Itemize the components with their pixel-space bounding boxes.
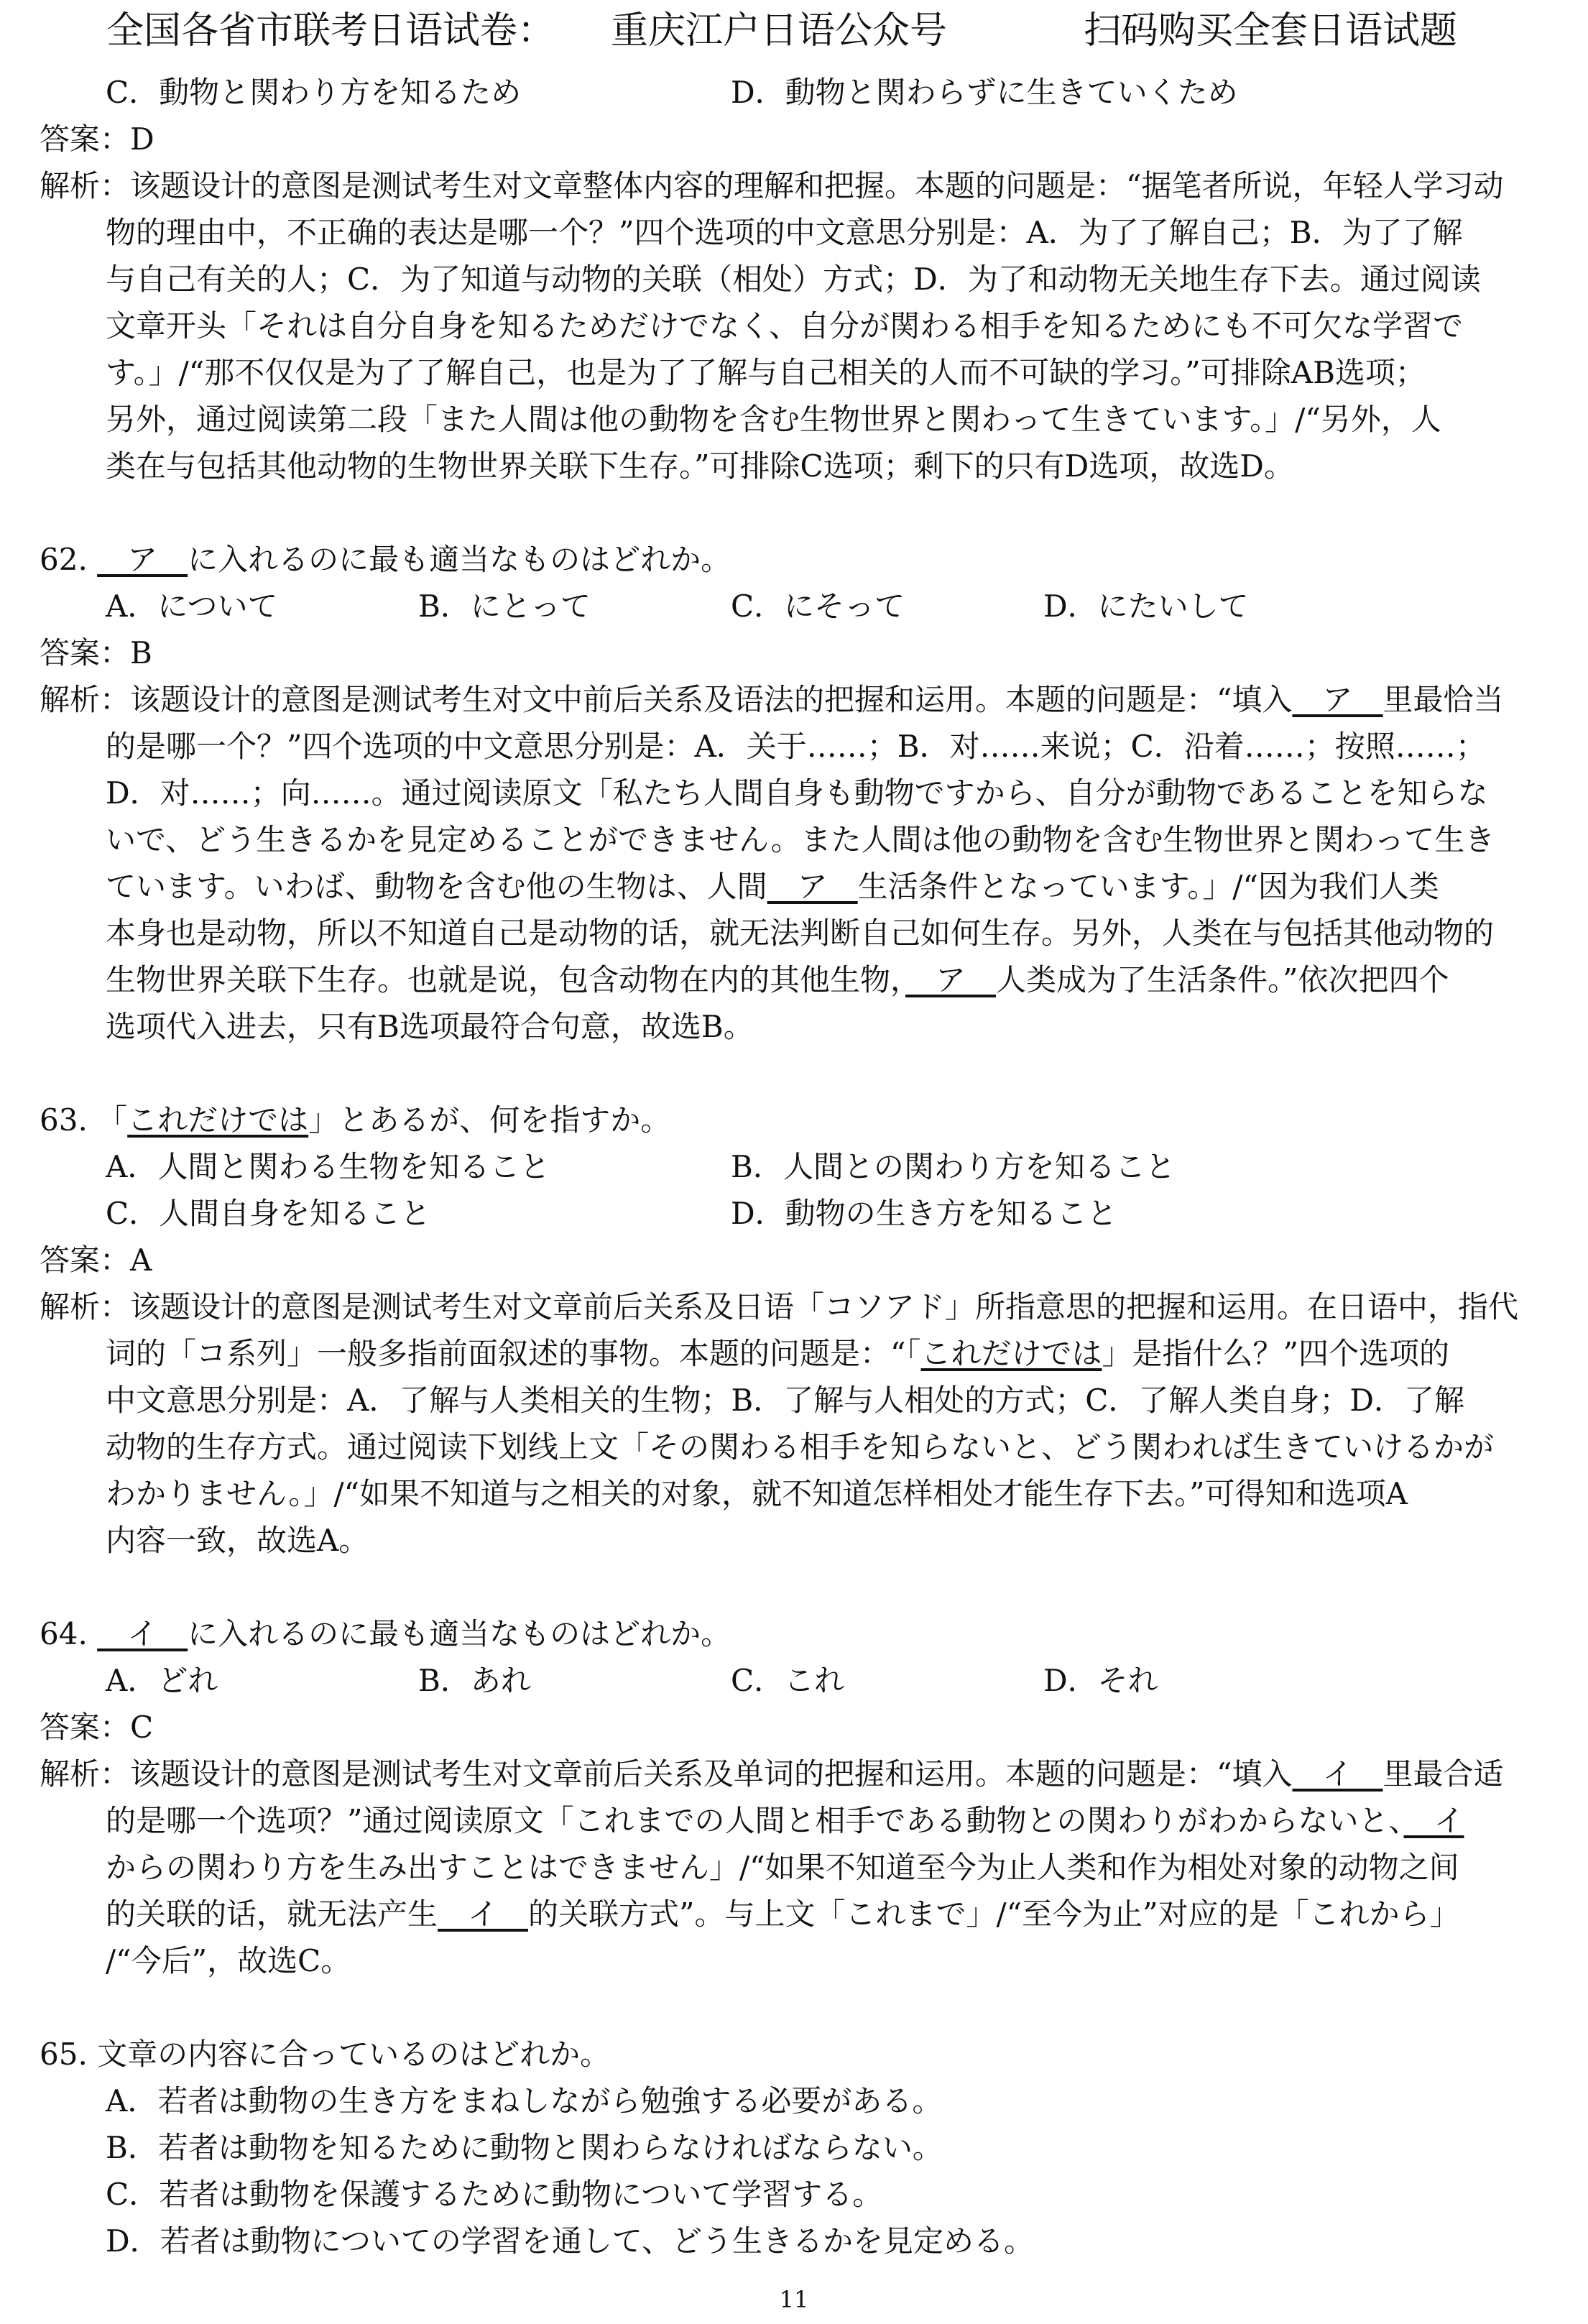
q63-options-ab — [40, 1143, 1563, 1190]
analysis-text: 的是哪一个选项？”通过阅读原文「これまでの人間と相手である動物との関わりがわからないと、 — [106, 1803, 1404, 1838]
q61-analysis-line: 类在与包括其他动物的生物世界关联下生存。”可排除C选项；剩下的只有D选项，故选D。 — [106, 448, 1294, 484]
q64-option-d: D．それ — [1043, 1663, 1158, 1698]
q62-analysis-line: 选项代入进去，只有B选项最符合句意，故选B。 — [106, 1009, 754, 1044]
q65-option-d: D．若者は動物についての学習を通して、どう生きるかを見定める。 — [106, 2223, 1034, 2259]
q62-number: 62. — [40, 542, 88, 577]
q63-answer: 答案：A — [40, 1242, 152, 1278]
q62-analysis-line — [40, 676, 1563, 723]
analysis-text: 人类成为了生活条件。”依次把四个 — [996, 962, 1449, 997]
q61-analysis-line: 文章开头「それは自分自身を知るためだけでなく、自分が関わる相手を知るためにも不可欠な学習で — [106, 308, 1464, 343]
q62-analysis-line: 本身也是动物，所以不知道自己是动物的话，就无法判断自己如何生存。另外，人类在与包括其他动物的 — [106, 916, 1495, 951]
q65-option-c: C．若者は動物を保護するために動物について学習する。 — [106, 2177, 883, 2212]
analysis-text: ています。いわば、動物を含む他の生物は、人間 — [106, 869, 767, 904]
q63-option-c: C．人間自身を知ること — [106, 1196, 431, 1231]
q65-stem-text: 文章の内容に合っているのはどれか。 — [97, 2037, 611, 2072]
q61-answer: 答案：D — [40, 121, 154, 157]
q64-number: 64. — [40, 1616, 88, 1651]
header-title: 全国各省市联考日语试卷： — [106, 9, 555, 52]
q62-options — [40, 583, 1563, 630]
q62-stem-text: に入れるのに最も適当なものはどれか。 — [188, 542, 731, 577]
q64-answer: 答案：C — [40, 1710, 154, 1745]
q64-stem — [40, 1610, 1563, 1657]
q62-option-d: D．にたいして — [1043, 589, 1249, 624]
q62-option-a: A．について — [106, 589, 278, 624]
q62-option-b: B．にとって — [418, 589, 591, 624]
q63-analysis-line: わかりません。」/“如果不知道与之相关的对象，就不知道怎样相处才能生存下去。”可得知和选项A — [106, 1476, 1408, 1511]
q64-analysis-line — [40, 1797, 1563, 1844]
analysis-text: 的关联的话，就无法产生 — [106, 1896, 438, 1932]
header-account: 重庆江户日语公众号 — [611, 9, 948, 52]
q61-analysis-line: 另外，通过阅读第二段「また人間は他の動物を含む生物世界と関わって生きています。」/“另外，人 — [106, 402, 1441, 437]
page-number: 11 — [779, 2286, 809, 2313]
q65-stem — [40, 2031, 1563, 2078]
q63-options-cd — [40, 1190, 1563, 1237]
q62-stem — [40, 536, 1563, 583]
analysis-text: 生活条件となっています。」/“因为我们人类 — [857, 869, 1439, 904]
q61-analysis-line: す。」/“那不仅仅是为了了解自己，也是为了了解与自己相关的人而不可缺的学习。”可排除AB选项； — [106, 355, 1426, 390]
q64-analysis-blank: イ — [1292, 1756, 1383, 1792]
header-purchase-note: 扫码购买全套日语试题 — [1084, 9, 1458, 52]
stem-text: 「 — [97, 1102, 128, 1138]
analysis-text: 里最合适 — [1382, 1756, 1504, 1792]
q64-options — [40, 1657, 1563, 1704]
page-content — [40, 69, 1563, 2264]
q64-analysis-line: からの関わり方を生み出すことはできません」/“如果不知道至今为止人类和作为相处对象的动物之间 — [106, 1850, 1459, 1885]
q61-analysis-line: 解析：该题设计的意图是测试考生对文章整体内容的理解和把握。本题的问题是：“据笔者所说，年轻人学习动 — [40, 168, 1504, 203]
q64-option-a: A．どれ — [106, 1663, 218, 1698]
analysis-text: 解析：该题设计的意图是测试考生对文章前后关系及单词的把握和运用。本题的问题是：“填入 — [40, 1756, 1293, 1792]
q62-analysis-line — [40, 863, 1563, 910]
q63-option-a: A．人間と関わる生物を知ること — [106, 1149, 550, 1184]
analysis-text: 词的「コ系列」一般多指前面叙述的事物。本题的问题是：“「 — [106, 1336, 921, 1371]
analysis-text: 」是指什么？”四个选项的 — [1102, 1336, 1449, 1371]
analysis-text: 的关联方式”。与上文「これまで」/“至今为止”对应的是「これから」 — [528, 1896, 1460, 1932]
q64-analysis-line — [40, 1891, 1563, 1937]
q64-option-b: B．あれ — [418, 1663, 531, 1698]
q61-analysis-line: 与自己有关的人；C．为了知道与动物的关联（相处）方式；D．为了和动物无关地生存下去。通过阅读 — [106, 262, 1481, 297]
stem-text: 」とあるが、何を指すか。 — [308, 1102, 671, 1138]
q62-analysis-blank: ア — [767, 869, 858, 904]
q63-analysis-line: 动物的生存方式。通过阅读下划线上文「その関わる相手を知らないと、どう関われば生きていけるかが — [106, 1429, 1495, 1465]
q64-stem-text: に入れるのに最も適当なものはどれか。 — [188, 1616, 731, 1651]
analysis-text: 里最恰当 — [1382, 682, 1504, 717]
analysis-text: 解析：该题设计的意图是测试考生对文中前后关系及语法的把握和运用。本题的问题是：“填入 — [40, 682, 1293, 717]
q63-stem — [40, 1097, 1563, 1143]
q63-option-b: B．人間との関わり方を知ること — [731, 1149, 1176, 1184]
q64-analysis-blank: イ — [1403, 1803, 1464, 1838]
q62-analysis-blank: ア — [905, 962, 997, 997]
q63-analysis-underlined: これだけでは — [920, 1336, 1102, 1371]
q62-analysis-line — [40, 956, 1563, 1003]
q62-analysis-blank: ア — [1292, 682, 1383, 717]
q62-analysis-line: D．对……；向……。通过阅读原文「私たち人間自身も動物ですから、自分が動物であることを知らな — [106, 775, 1488, 811]
q61-option-c: C．動物と関わり方を知るため — [106, 75, 522, 110]
q62-analysis-line: 的是哪一个？”四个选项的中文意思分别是：A．关于……；B．对……来说；C．沿着……；按照……； — [106, 729, 1486, 764]
q62-analysis-line: いで、どう生きるかを見定めることができません。また人間は他の動物を含む生物世界と関わって生き — [106, 822, 1495, 857]
q61-analysis-line: 物的理由中，不正确的表达是哪一个？”四个选项的中文意思分别是：A．为了了解自己；B．为了了解 — [106, 215, 1463, 250]
q61-options-cd — [40, 69, 1563, 116]
q65-option-b: B．若者は動物を知るために動物と関わらなければならない。 — [106, 2130, 943, 2165]
q64-analysis-blank: イ — [438, 1896, 529, 1932]
q63-underlined-phrase: これだけでは — [127, 1102, 309, 1138]
q62-answer: 答案：B — [40, 635, 152, 670]
q64-blank: イ — [97, 1616, 188, 1651]
q65-option-a: A．若者は動物の生き方をまねしながら勉強する必要がある。 — [106, 2083, 943, 2118]
q63-analysis-line: 内容一致，故选A。 — [106, 1523, 369, 1558]
q63-analysis-line — [40, 1330, 1563, 1377]
q63-option-d: D．動物の生き方を知ること — [731, 1196, 1117, 1231]
q62-blank: ア — [97, 542, 188, 577]
q63-analysis-line: 中文意思分别是：A．了解与人类相关的生物；B．了解与人相处的方式；C．了解人类自身；D．了解 — [106, 1383, 1465, 1418]
q64-analysis-line — [40, 1751, 1563, 1797]
page-header — [0, 6, 1588, 56]
q64-option-c: C．これ — [731, 1663, 845, 1698]
q65-number: 65. — [40, 2037, 88, 2072]
analysis-text: 生物世界关联下生存。也就是说，包含动物在内的其他生物， — [106, 962, 906, 997]
q63-number: 63. — [40, 1102, 88, 1138]
q61-option-d: D．動物と関わらずに生きていくため — [731, 75, 1238, 110]
q63-analysis-line: 解析：该题设计的意图是测试考生对文章前后关系及日语「コソアド」所指意思的把握和运用。在日语中，指代 — [40, 1289, 1519, 1324]
q64-analysis-line: /“今后”，故选C。 — [106, 1943, 351, 1978]
q62-option-c: C．にそって — [731, 589, 905, 624]
